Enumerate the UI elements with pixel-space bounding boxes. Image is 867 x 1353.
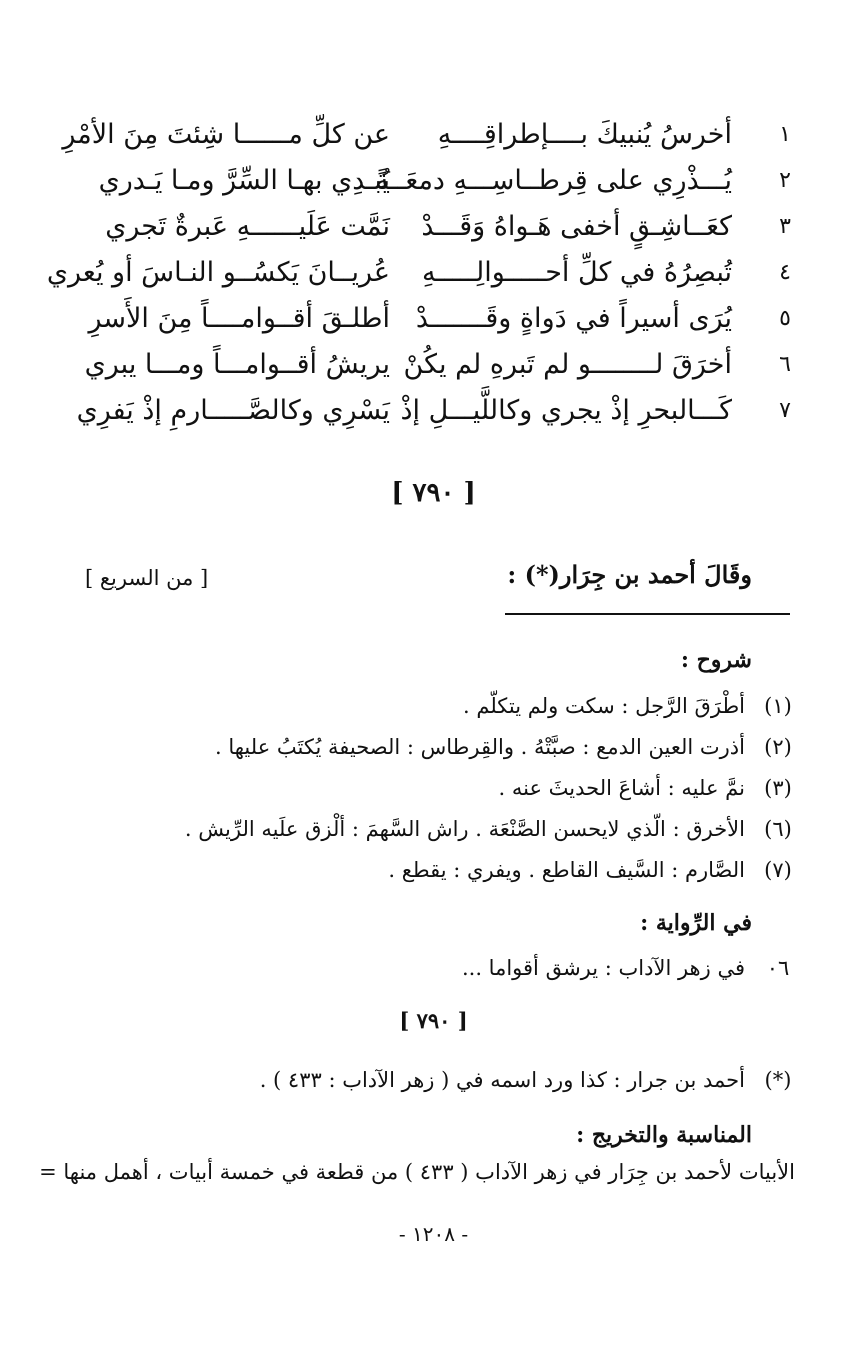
footnote-marker: (*) [764, 1068, 792, 1092]
verse-first-hemistich: يُـــذْرِي على قِرطــاسِـــهِ دمعَــةً [375, 165, 732, 196]
gloss-text: الأخرق : الّذي لايحسن الصَّنْعَة . راش السَّهمَ : ألْزق علَيه الرِّيش . [184, 817, 745, 841]
gloss-text: نمَّ عليه : أشاعَ الحديثَ عنه . [498, 776, 745, 800]
verse-first-hemistich: أخرَقَ لــــــــو لم تَبرهِ لم يكُنْ [403, 349, 732, 380]
verse [62, 112, 800, 158]
gloss-number: (٢) [764, 735, 792, 759]
verse-number: ٥ [779, 306, 791, 331]
verse-first-hemistich: كَـــالبحرِ إذْ يجري وكاللَّيـــلِ إذْ [400, 395, 732, 426]
takhrij-title: المناسبة والتخريج : [576, 1122, 752, 1148]
verse-second-hemistich: يريشُ أقــوامـــاً ومـــا يبري [84, 349, 390, 380]
gloss-note [185, 809, 795, 849]
verse [80, 158, 800, 204]
takhrij-text: الأبيات لأحمد بن جِرَار في زهر الآداب ( ٤٣٣ ) من قطعة في خمسة أبيات ، أهمل منها = [39, 1160, 795, 1184]
footnote [260, 1060, 795, 1100]
divider [505, 613, 790, 615]
gloss-number: (٦) [764, 817, 792, 841]
poem [46, 112, 800, 434]
verse-second-hemistich: أطلـقَ أقــوامــــاً مِنَ الأَسرِ [88, 303, 390, 334]
verse [76, 388, 800, 434]
verse-second-hemistich: عن كلِّ مــــــا شِئتَ مِنَ الأمْرِ [62, 119, 390, 150]
verse-second-hemistich: يَسْرِي وكالصَّـــــارمِ إذْ يَفرِي [76, 395, 390, 426]
verse-number: ٢ [779, 168, 791, 193]
verse-number: ٦ [779, 352, 791, 377]
verse [46, 250, 800, 296]
verse-second-hemistich: يُبـدِي بهـا السِّرَّ ومـا يَـدري [98, 165, 390, 196]
page-number: - ١٢٠٨ - [398, 1222, 469, 1246]
verse-number: ٧ [779, 398, 791, 423]
gloss-number: (٧) [764, 858, 792, 882]
riwaya-number: ٠٦ [766, 956, 790, 980]
verse-number: ١ [779, 122, 791, 147]
verse-second-hemistich: عُريــانَ يَكسُــو النـاسَ أو يُعري [46, 257, 390, 288]
poem-number-heading: [ ٧٩٠ ] [391, 478, 476, 508]
gloss-text: أطْرَقَ الرَّجل : سكت ولم يتكلّم . [463, 694, 745, 718]
gloss-number: (١) [764, 694, 792, 718]
riwaya-note [462, 948, 795, 988]
gloss-note [463, 686, 795, 726]
verse [80, 342, 800, 388]
verse-first-hemistich: تُبصِرُهُ في كلِّ أحـــــوالِـــــهِ [421, 257, 732, 288]
verse-number: ٤ [779, 260, 791, 285]
poet-intro: وقَالَ أحمد بن جِرَار(*) : [507, 560, 752, 589]
gloss-text: الصَّارم : السَّيف القاطع . ويفري : يقطع . [388, 858, 745, 882]
shuruh-title: شروح : [680, 647, 752, 673]
footnote-text: أحمد بن جرار : كذا ورد اسمه في ( زهر الآداب : ٤٣٣ ) . [259, 1068, 745, 1092]
riwaya-title: في الرِّواية : [640, 910, 752, 936]
verse-first-hemistich: كعَــاشِـقٍ أخفى هَـواهُ وَقَـــدْ [421, 211, 732, 242]
poem-number-small: [ ٧٩٠ ] [399, 1008, 468, 1033]
gloss-text: أذرت العين الدمع : صبَّتْهُ . والقِرطاس : الصحيفة يُكتَبُ عليها . [214, 735, 745, 759]
verse [80, 296, 800, 342]
gloss-number: (٣) [764, 776, 792, 800]
gloss-note [499, 768, 795, 808]
meter-label: [ من السريع ] [85, 566, 209, 590]
gloss-note [215, 727, 795, 767]
verse-second-hemistich: نَمَّت عَلَيــــــهِ عَبرةٌ تَجري [105, 211, 390, 242]
gloss-note [388, 850, 795, 890]
riwaya-text: في زهر الآداب : يرشق أقواما ... [461, 956, 745, 980]
verse-first-hemistich: أخرسُ يُنبيكَ بــــإطراقِــــهِ [437, 119, 732, 150]
verse-number: ٣ [779, 214, 791, 239]
verse-first-hemistich: يُرَى أسيراً في دَواةٍ وقَـــــــدْ [415, 303, 732, 334]
verse [80, 204, 800, 250]
